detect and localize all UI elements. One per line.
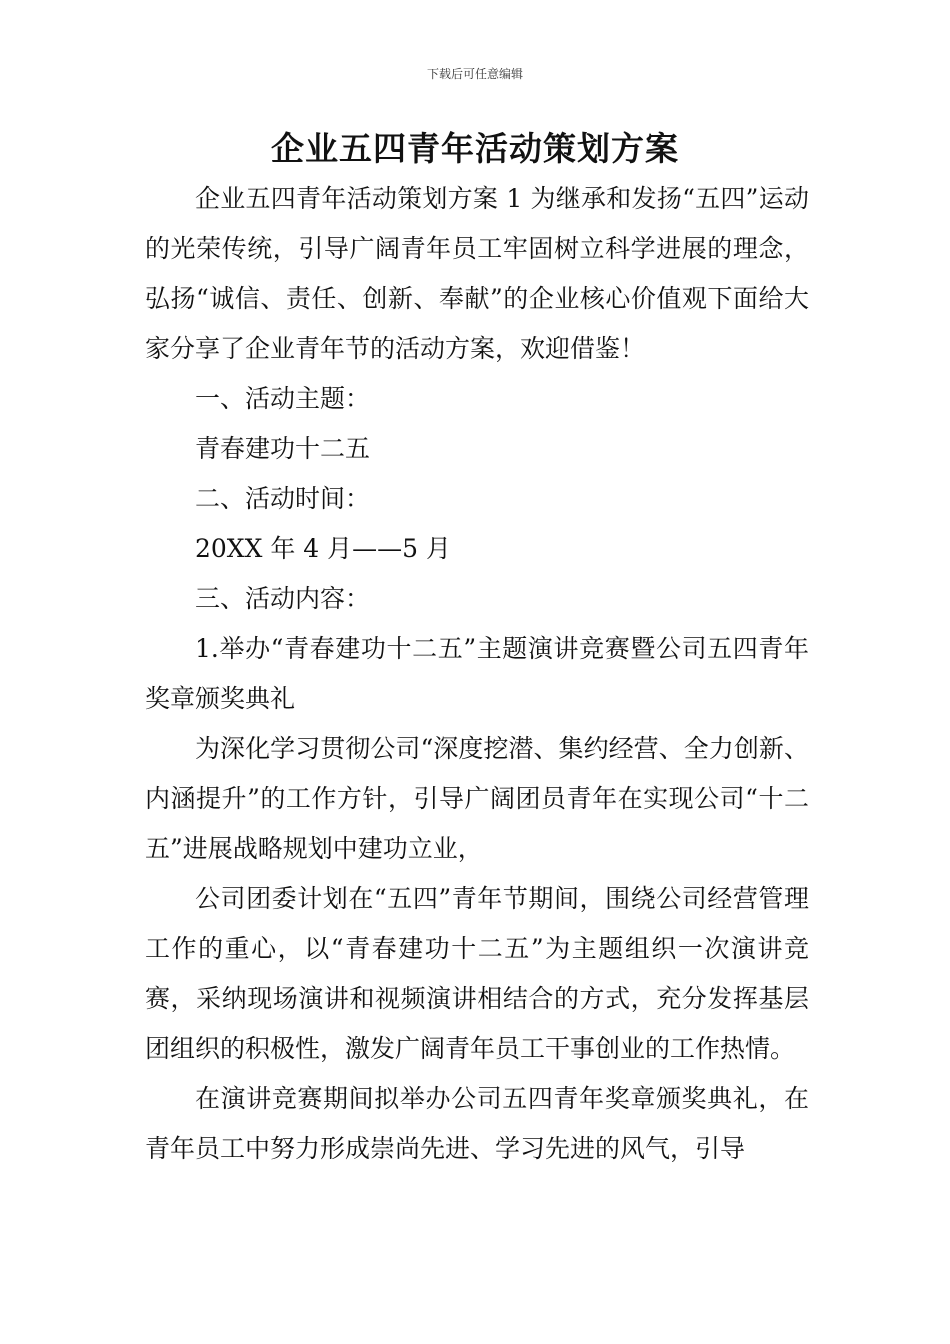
paragraph-body: 为深化学习贯彻公司“深度挖潜、集约经营、全力创新、内涵提升”的工作方针，引导广阔团员青年在实现公司“十二五”进展战略规划中建功立业，: [145, 734, 809, 863]
section-heading-theme: 一、活动主题：: [195, 384, 371, 413]
paragraph-theme: 青春建功十二五: [195, 434, 371, 463]
paragraph-time: 20XX 年 4 月——5 月: [195, 534, 452, 563]
section-heading-content: 三、活动内容：: [195, 584, 371, 613]
section-heading-time: 二、活动时间：: [195, 484, 371, 513]
paragraph-item-1: 1.举办“青春建功十二五”主题演讲竞赛暨公司五四青年奖章颁奖典礼: [145, 634, 809, 713]
paragraph-body: 公司团委计划在“五四”青年节期间，围绕公司经营管理工作的重心，以“青春建功十二五”为主题组织一次演讲竞赛，采纳现场演讲和视频演讲相结合的方式，充分发挥基层团组织的积极性，激发广阔青年员工干事创业的工作热情。: [145, 884, 809, 1063]
paragraph-body: 在演讲竞赛期间拟举办公司五四青年奖章颁奖典礼，在青年员工中努力形成崇尚先进、学习先进的风气，引导: [145, 1084, 809, 1163]
document-title: 企业五四青年活动策划方案: [271, 129, 679, 168]
paragraph-intro: 企业五四青年活动策划方案 1 为继承和发扬“五四”运动的光荣传统，引导广阔青年员工牢固树立科学进展的理念，弘扬“诚信、责任、创新、奉献”的企业核心价值观下面给大家分享了企业青年节的活动方案，欢迎借鉴！: [145, 184, 809, 363]
document-body: [145, 174, 809, 1174]
header-note: 下载后可任意编辑: [426, 67, 523, 81]
